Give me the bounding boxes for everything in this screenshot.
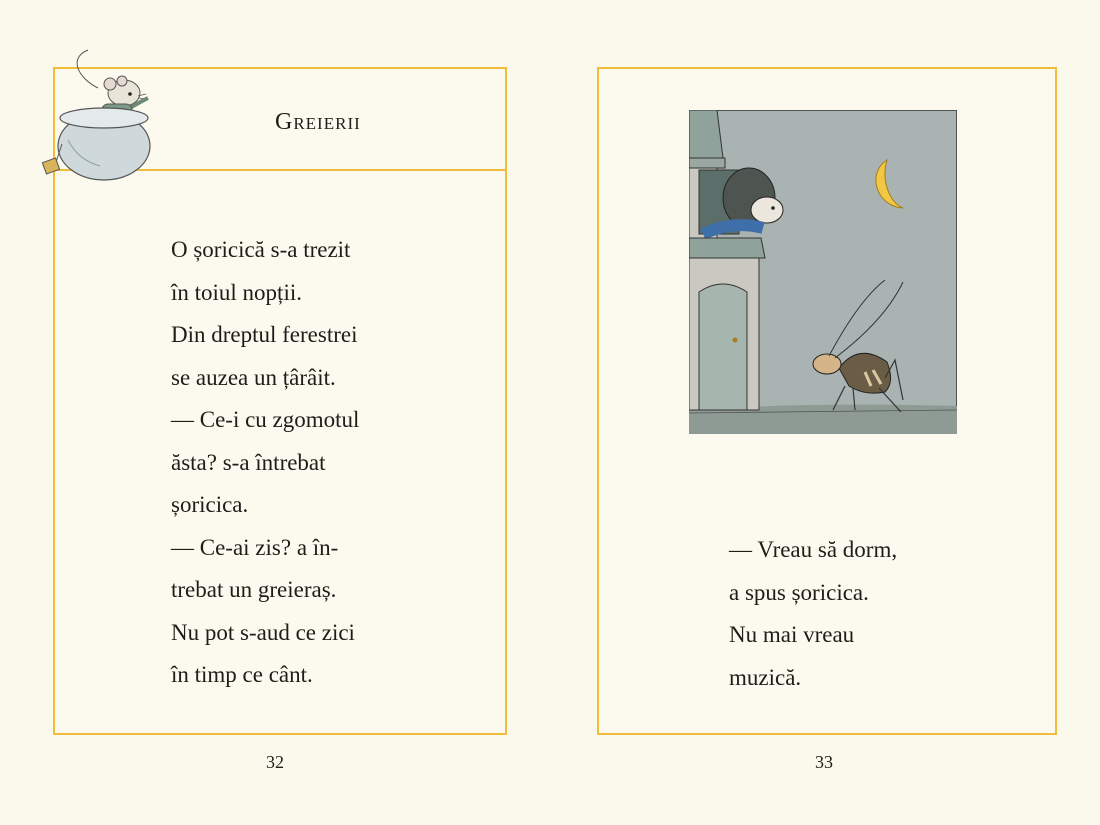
text-line: ăsta? s-a întrebat bbox=[171, 449, 326, 475]
text-line: Nu pot s-aud ce zici bbox=[171, 619, 355, 645]
text-line: în timp ce cânt. bbox=[171, 662, 313, 687]
right-page-number: 33 bbox=[815, 752, 833, 772]
text-line: — Ce-ai zis? a în- bbox=[171, 534, 339, 560]
text-line: — Vreau să dorm, bbox=[729, 537, 898, 562]
text-line: O șoricică s-a trezit bbox=[171, 237, 351, 262]
right-page-text bbox=[729, 529, 897, 699]
text-line: șoricica. bbox=[171, 492, 249, 517]
text-line: Nu mai vreau bbox=[729, 622, 855, 647]
night-window-illustration bbox=[689, 110, 957, 434]
text-line: Din dreptul ferestrei bbox=[171, 322, 358, 347]
left-page-text bbox=[171, 229, 359, 697]
text-line: se auzea un țârâit. bbox=[171, 364, 336, 390]
left-page-number: 32 bbox=[266, 752, 284, 772]
text-line: în toiul nopții. bbox=[171, 279, 302, 305]
chapter-title: Greierii bbox=[275, 109, 361, 135]
mouse-in-pot-icon bbox=[38, 48, 170, 188]
right-page-frame bbox=[597, 67, 1057, 735]
text-line: muzică. bbox=[729, 664, 802, 690]
text-line: trebat un greieraș. bbox=[171, 577, 337, 602]
text-line: a spus șoricica. bbox=[729, 579, 869, 605]
text-line: — Ce-i cu zgomotul bbox=[171, 407, 360, 432]
